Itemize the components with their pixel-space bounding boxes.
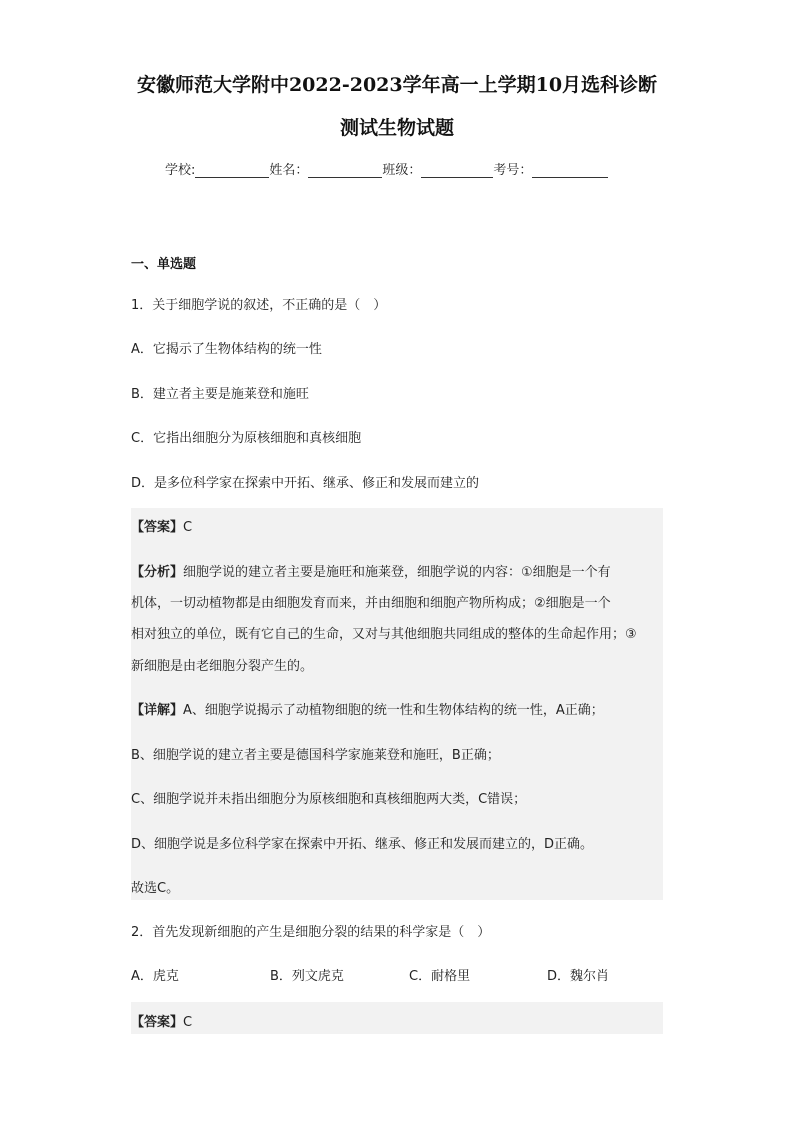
school-label: 学校: xyxy=(165,163,196,178)
question-2-answer xyxy=(131,1011,192,1030)
answer-value: C xyxy=(183,520,193,535)
question-2-option-a: A．虎克 xyxy=(131,969,179,984)
student-info-row xyxy=(165,159,608,178)
question-1-analysis-line-4: 新细胞是由老细胞分裂产生的。 xyxy=(131,659,314,674)
document-title-line-1: 安徽师范大学附中2022-2023学年高一上学期10月选科诊断 xyxy=(136,74,658,96)
question-1-option-c: C．它指出细胞分为原核细胞和真核细胞 xyxy=(131,431,362,446)
class-label: 班级： xyxy=(382,163,422,178)
question-1-detail-line-5: 故选C。 xyxy=(131,881,180,896)
question-2-option-c: C．耐格里 xyxy=(409,969,471,984)
question-1-option-d: D．是多位科学家在探索中开拓、继承、修正和发展而建立的 xyxy=(131,476,480,491)
question-1-option-b: B．建立者主要是施莱登和施旺 xyxy=(131,387,309,402)
name-label: 姓名： xyxy=(269,163,309,178)
document-title-line-2: 测试生物试题 xyxy=(339,117,454,139)
analysis-label: 【分析】 xyxy=(131,565,184,580)
number-label: 考号： xyxy=(493,163,533,178)
question-2-option-d: D．魏尔肖 xyxy=(547,969,610,984)
number-blank[interactable] xyxy=(532,163,608,178)
question-1-detail-line-2: B、细胞学说的建立者主要是德国科学家施莱登和施旺，B正确； xyxy=(131,748,500,763)
section-heading: 一、单选题 xyxy=(131,257,197,272)
question-1-detail-line-3: C、细胞学说并未指出细胞分为原核细胞和真核细胞两大类，C错误； xyxy=(131,792,527,807)
answer-label: 【答案】 xyxy=(131,520,184,535)
question-1-detail-line-4: D、细胞学说是多位科学家在探索中开拓、继承、修正和发展而建立的，D正确。 xyxy=(131,837,594,852)
detail-text: A、细胞学说揭示了动植物细胞的统一性和生物体结构的统一性，A正确； xyxy=(183,703,604,718)
name-blank[interactable] xyxy=(308,163,382,178)
question-1-detail-line-1 xyxy=(131,699,604,718)
answer-value: C xyxy=(183,1015,193,1030)
question-1-option-a: A．它揭示了生物体结构的统一性 xyxy=(131,342,322,357)
school-blank[interactable] xyxy=(195,163,269,178)
analysis-text: 细胞学说的建立者主要是施旺和施莱登，细胞学说的内容：①细胞是一个有 xyxy=(183,565,611,580)
question-1-analysis-line-3: 相对独立的单位，既有它自己的生命，又对与其他细胞共同组成的整体的生命起作用；③ xyxy=(131,627,637,642)
answer-label: 【答案】 xyxy=(131,1015,184,1030)
question-1-answer xyxy=(131,516,192,535)
question-2-option-b: B．列文虎克 xyxy=(270,969,344,984)
question-1-analysis-line-2: 机体，一切动植物都是由细胞发育而来，并由细胞和细胞产物所构成；②细胞是一个 xyxy=(131,596,611,611)
question-2-solution-box xyxy=(131,1002,663,1034)
question-1-stem: 1．关于细胞学说的叙述，不正确的是（ ） xyxy=(131,298,387,313)
detail-label: 【详解】 xyxy=(131,703,184,718)
question-2-stem: 2．首先发现新细胞的产生是细胞分裂的结果的科学家是（ ） xyxy=(131,925,491,940)
class-blank[interactable] xyxy=(421,163,493,178)
question-1-analysis-line-1 xyxy=(131,561,611,580)
